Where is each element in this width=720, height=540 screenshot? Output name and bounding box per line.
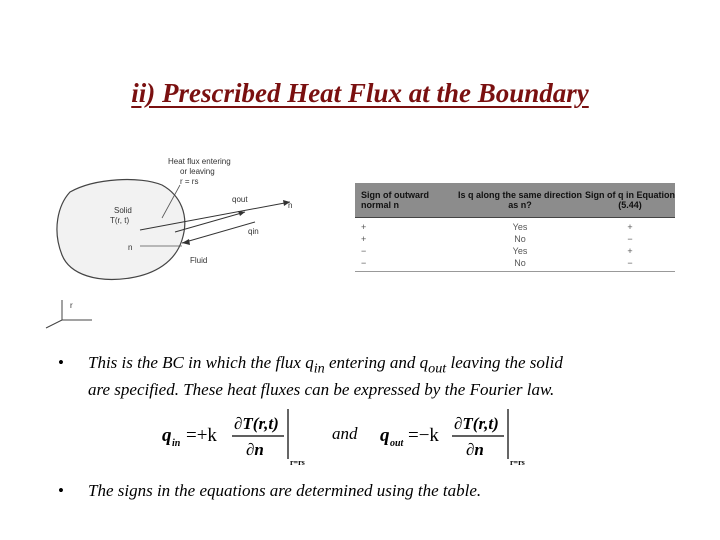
eq-q-out: q (380, 425, 390, 446)
slide-title: ii) Prescribed Heat Flux at the Boundary (131, 78, 589, 108)
table-cell: − (361, 258, 367, 268)
bullet-dot: • (58, 481, 64, 500)
eq-eval-2: r=rs (510, 458, 525, 467)
table-header-cell: Sign of outward normal n (361, 190, 429, 210)
table-cell: + (361, 234, 367, 244)
n-label-bottom: n (128, 243, 133, 252)
qout-label: qout (232, 195, 248, 204)
table-cell: + (361, 222, 367, 232)
table-row (355, 257, 675, 269)
solid-label: Solid (114, 206, 132, 215)
eq-numer-2: ∂T(r,t) (454, 414, 499, 433)
bullet-text: This is the BC in which the flux q (88, 353, 314, 372)
table-body (355, 217, 675, 272)
table-header-cell: Sign of q in Equation (5.44) (585, 190, 675, 210)
bullet-text: The signs in the equations are determined using the table. (88, 481, 482, 500)
boundary-figure (40, 150, 340, 330)
table-row (355, 245, 675, 257)
eq-denom-1: ∂n (246, 440, 264, 459)
eq-in-rhs: =+k (186, 425, 217, 446)
eq-eval-1: r=rs (290, 458, 305, 467)
table-header-cell: Is q along the same direction as n? (457, 190, 583, 210)
table-cell: No (514, 258, 526, 268)
temperature-label: T(r, t) (110, 216, 130, 225)
table-row (355, 233, 675, 245)
bullet-dot: • (58, 353, 64, 372)
eq-denom-2: ∂n (466, 440, 484, 459)
eq-and: and (332, 424, 358, 443)
eq-q-in: q (162, 425, 172, 446)
bullet-sub: out (428, 360, 447, 377)
bullet-text: entering and q (324, 353, 429, 372)
axis-r-label: r (70, 301, 73, 310)
eq-sub-out: out (390, 438, 404, 449)
n-label-top: n (288, 201, 293, 210)
eq-out-rhs: =−k (408, 425, 439, 446)
table-cell: + (627, 246, 633, 256)
table-cell: Yes (512, 222, 528, 232)
table-cell: − (361, 246, 367, 256)
sign-table (355, 183, 675, 272)
bullet-text: leaving the solid (446, 353, 563, 372)
table-row (355, 221, 675, 233)
table-cell: Yes (512, 246, 528, 256)
bullet-sub: in (313, 360, 325, 377)
table-cell: − (627, 234, 633, 244)
eq-sub-in: in (172, 438, 181, 449)
qin-label: qin (248, 227, 259, 236)
table-cell: − (627, 258, 633, 268)
bullet-text: are specified. These heat fluxes can be expressed by the Fourier law. (88, 380, 555, 400)
flux-label-1: Heat flux entering (168, 157, 231, 166)
axis-diagonal (46, 320, 62, 328)
table-cell: No (514, 234, 526, 244)
table-header (355, 183, 675, 217)
eq-numer-1: ∂T(r,t) (234, 414, 279, 433)
fourier-equation (160, 405, 540, 467)
fluid-label: Fluid (190, 256, 208, 265)
table-cell: + (627, 222, 633, 232)
solid-body-outline (57, 180, 185, 280)
flux-arrow-in (182, 222, 255, 243)
flux-label-2: or leaving (180, 167, 215, 176)
flux-label-3: r = rs (180, 177, 199, 186)
